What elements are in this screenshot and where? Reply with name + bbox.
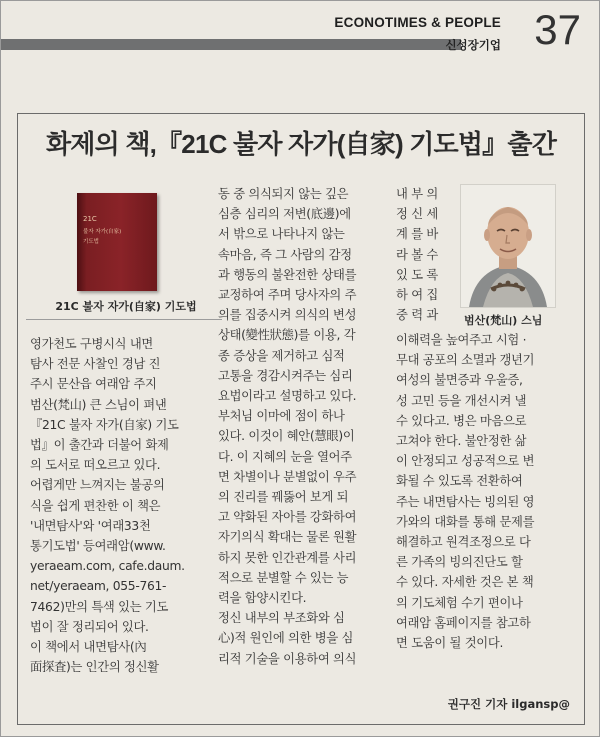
text-line: 있다. 이것이 혜안(慧眼)이 <box>218 429 355 444</box>
text-line: 종 증상을 제거하고 심적 <box>218 348 345 363</box>
text-line: 의 기도체험 수기 편이나 <box>396 595 523 610</box>
text-line: 탐사 전문 사찰인 경남 진 <box>30 357 161 372</box>
caption-divider <box>26 319 222 320</box>
photo-caption: 범산(梵山) 스님 <box>464 314 543 327</box>
text-line: 계 를 바 <box>396 227 438 242</box>
text-line: 이 책에서 내면탐사(內 <box>30 640 147 655</box>
article-column-2 <box>218 184 394 669</box>
text-line: 적으로 분별할 수 있는 능 <box>218 570 349 585</box>
text-line: 해결하고 원격조정으로 다 <box>396 535 531 550</box>
text-line: 른 가족의 빙의진단도 할 <box>396 555 523 570</box>
text-line: 식을 쉽게 편찬한 이 책은 <box>30 498 161 513</box>
text-line: 성 고민 등을 개선시켜 낼 <box>396 393 527 408</box>
text-line: 의를 집중시켜 의식의 변성 <box>218 308 357 323</box>
text-line: 부처님 이마에 점이 하나 <box>218 409 345 424</box>
text-line: 요법이라고 설명하고 있다. <box>218 389 357 404</box>
text-line: 다. 이 지혜의 눈을 열어주 <box>218 449 352 464</box>
book-caption: 21C 불자 자가(自家) 기도법 <box>55 300 197 313</box>
text-line: 심층 심리의 저변(底邊)에 <box>218 207 351 222</box>
article-column-3 <box>396 330 576 653</box>
article <box>17 113 585 725</box>
article-column-1 <box>30 334 217 677</box>
book-cover-line: 21C <box>83 215 97 223</box>
text-line: 범산(梵山) 큰 스님이 펴낸 <box>30 397 167 412</box>
page-number: 37 <box>534 6 581 53</box>
text-line: 고 약화된 자아를 강화하여 <box>218 510 357 525</box>
headline: 화제의 책,『21C 불자 자가(自家) 기도법』출간 <box>45 129 557 159</box>
text-line: 면 차별이나 분별없이 우주 <box>218 469 357 484</box>
text-line: 리적 기술을 이용하여 의식 <box>218 651 357 666</box>
section-title: ECONOTIMES & PEOPLE <box>334 15 501 30</box>
text-line: 무대 공포의 소멸과 갱년기 <box>396 353 535 368</box>
text-line: 과 행동의 불완전한 상태를 <box>218 267 357 282</box>
text-line: 상태(變性狀態)를 이용, 각 <box>218 328 356 343</box>
text-line: 이해력을 높여주고 시험 · <box>396 333 527 347</box>
text-line: 하지 못한 인간관계를 사리 <box>218 550 357 565</box>
text-line: 7462)만의 특색 있는 기도 <box>30 599 169 614</box>
text-line: 교정하여 주며 당사자의 주 <box>218 288 357 303</box>
text-line: 수 있다. 자세한 것은 본 책 <box>396 575 534 590</box>
text-line: 속마음, 즉 그 사람의 감정 <box>218 247 352 262</box>
text-line: 있 도 록 <box>396 267 438 282</box>
book-cover-line: 불자 자가(自家) <box>83 229 122 235</box>
paragraph <box>218 184 394 669</box>
text-line: 하 여 집 <box>396 288 438 303</box>
text-line: 여래암 홈페이지를 참고하 <box>396 615 531 630</box>
text-line: 여성의 불면증과 우울증, <box>396 373 523 388</box>
text-line: 주시 문산읍 여래암 주지 <box>30 377 157 392</box>
text-line: 영가천도 구병시식 내면 <box>30 337 154 351</box>
text-line: 心)적 원인에 의한 병을 심 <box>218 631 354 646</box>
text-line: 수 있다고. 병은 마음으로 <box>396 413 527 428</box>
byline: 권구진 기자 ilgansp@ <box>447 697 570 711</box>
text-line: 면 도움이 될 것이다. <box>396 636 504 651</box>
article-column-3-top <box>396 184 456 325</box>
text-line: 주는 내면탐사는 빙의된 영 <box>396 494 535 509</box>
text-line: 라 볼 수 <box>396 247 438 262</box>
text-line: 동 중 의식되지 않는 깊은 <box>218 187 349 201</box>
text-line: 가와의 대화를 통해 문제를 <box>396 514 535 529</box>
text-line: 법』이 출간과 더불어 화제 <box>30 438 169 453</box>
text-line: 의 진리를 꿰뚫어 보게 되 <box>218 490 349 505</box>
text-line: 『21C 불자 자가(自家) 기도 <box>30 417 179 432</box>
paragraph <box>30 334 217 677</box>
text-line: 고통을 경감시켜주는 심리 <box>218 368 353 383</box>
paragraph <box>396 330 576 653</box>
text-line: 서 밖으로 나타나지 않는 <box>218 227 345 242</box>
text-line: 어렵게만 느껴지는 불공의 <box>30 478 165 493</box>
paragraph <box>396 184 456 325</box>
monk-portrait-photo <box>460 184 556 308</box>
portrait-illustration <box>461 185 555 307</box>
book-cover-line: 기도법 <box>83 239 99 245</box>
text-line: net/yeraeam, 055-761- <box>30 579 167 594</box>
text-line: 정신 내부의 부조화와 심 <box>218 611 345 626</box>
masthead-bar <box>1 39 461 50</box>
text-line: 자기의식 확대는 물론 원활 <box>218 530 357 545</box>
text-line: 이 안정되고 성공적으로 변 <box>396 454 535 469</box>
subsection-title: 신성장기업 <box>445 40 501 52</box>
book-cover-image <box>77 193 157 291</box>
text-line: 화될 수 있도록 전환하여 <box>396 474 523 489</box>
text-line: 의 도서로 떠오르고 있다. <box>30 458 161 473</box>
text-line: '내면탐사'와 '여래33천 <box>30 518 151 533</box>
text-line: 面探査)는 인간의 정신활 <box>30 660 159 675</box>
text-line: 통기도법' 등여래암(www. <box>30 539 166 554</box>
text-line: 중 력 과 <box>396 308 438 323</box>
text-line: 정 신 세 <box>396 207 438 222</box>
text-line: yeraeam.com, cafe.daum. <box>30 559 185 574</box>
text-line: 내 부 의 <box>396 187 438 201</box>
text-line: 법이 잘 정리되어 있다. <box>30 619 149 634</box>
text-line: 력을 함양시킨다. <box>218 591 307 606</box>
text-line: 고쳐야 한다. 불안정한 삶 <box>396 434 527 449</box>
